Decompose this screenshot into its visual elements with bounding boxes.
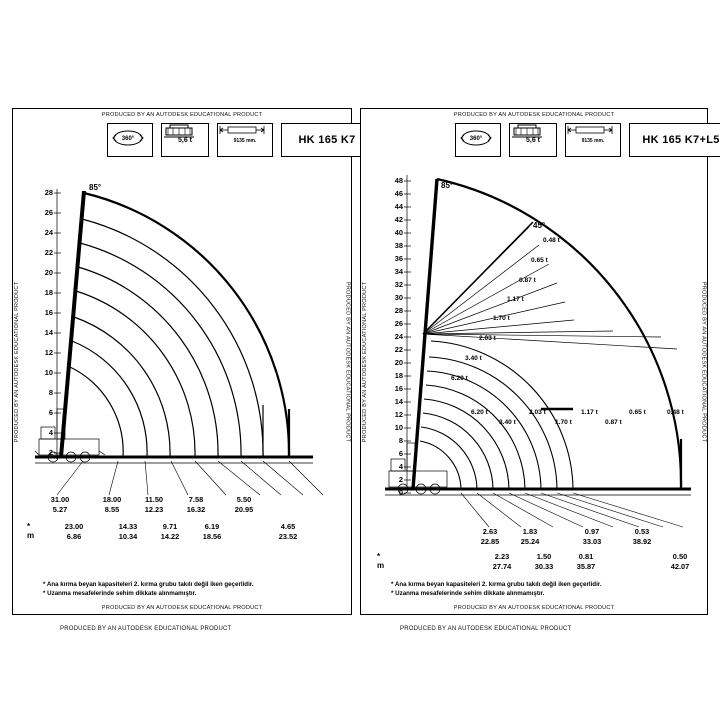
reach-value: 0.50 <box>672 552 688 561</box>
y-axis-ticks <box>404 181 411 493</box>
y-tick: 6 <box>48 408 53 417</box>
jib-capacity-label: 2.03 t <box>479 335 496 342</box>
capacity-arcs <box>420 341 573 489</box>
jib-capacity-label: 6.20 t <box>451 375 468 382</box>
reach-value: 11.50 <box>144 495 164 504</box>
jib-capacity-label: 6.20 t <box>471 409 488 416</box>
y-axis-ticks <box>54 193 61 453</box>
column-values <box>263 522 313 541</box>
y-tick: 46 <box>394 189 403 198</box>
reach-value: 0.97 <box>584 527 600 536</box>
y-tick: 40 <box>394 228 403 237</box>
reach-value: 14.33 <box>118 522 138 531</box>
column-values <box>563 552 609 571</box>
leader-lines <box>461 493 683 527</box>
footnote-line: * Ana kırma beyan kapasiteleri 2. kırma grubu takılı değil iken geçerlidir. <box>43 581 254 588</box>
reach-value: 5.50 <box>236 495 252 504</box>
y-tick: 4 <box>48 428 53 437</box>
jib-capacity-label: 2.03 t <box>529 409 546 416</box>
axis-unit: m <box>27 531 35 541</box>
reach-value: 1.83 <box>522 527 538 536</box>
load-chart-panel-left <box>12 108 356 615</box>
y-tick: 14 <box>394 397 403 406</box>
load-chart-panel-right <box>360 108 720 615</box>
y-tick: 6 <box>398 449 403 458</box>
counterweight-label: 5,6 t <box>177 137 192 144</box>
y-tick: 10 <box>394 423 403 432</box>
watermark-top: PRODUCED BY AN AUTODESK EDUCATIONAL PRODUCT <box>101 112 263 118</box>
capacity-value: 5.27 <box>52 504 68 514</box>
jib-fan-lines <box>423 227 677 349</box>
reach-value: 9.71 <box>162 522 178 531</box>
column-values <box>521 552 567 571</box>
model-label: HK 165 K7 <box>298 134 356 146</box>
jib-capacity-label: 0.65 t <box>531 257 548 264</box>
reach-value: 0.53 <box>634 527 650 536</box>
column-values <box>219 495 269 514</box>
y-tick: 12 <box>394 410 403 419</box>
watermark-left: PRODUCED BY AN AUTODESK EDUCATIONAL PRODUCT <box>14 281 20 442</box>
y-tick: 0 <box>398 488 403 497</box>
boom-angle-label: 85° <box>441 181 454 190</box>
watermark-top: PRODUCED BY AN AUTODESK EDUCATIONAL PRODUCT <box>453 112 615 118</box>
y-tick: 20 <box>44 268 53 277</box>
y-tick: 18 <box>44 288 53 297</box>
reach-value: 2.23 <box>494 552 510 561</box>
y-tick: 30 <box>394 293 403 302</box>
reach-value: 31.00 <box>50 495 70 504</box>
reach-value: 18.00 <box>102 495 122 504</box>
jib-capacity-label: 1.70 t <box>555 419 572 426</box>
capacity-value: 8.55 <box>104 504 120 514</box>
reach-value: 1.50 <box>536 552 552 561</box>
column-values <box>49 522 99 541</box>
column-values <box>507 527 553 546</box>
axis-unit-block <box>377 552 384 570</box>
y-tick: 38 <box>394 241 403 250</box>
capacity-value: 23.52 <box>278 531 298 541</box>
footnote-line: * Uzanma mesafelerinde sehim dikkate alınmamıştır. <box>43 589 197 597</box>
watermark-right: PRODUCED BY AN AUTODESK EDUCATIONAL PRODUCT <box>700 281 706 442</box>
capacity-value: 6.86 <box>66 531 82 541</box>
outer-envelope-arc <box>437 179 681 489</box>
y-tick: 16 <box>44 308 53 317</box>
y-tick: 18 <box>394 371 403 380</box>
footnotes <box>391 581 602 599</box>
watermark-left: PRODUCED BY AN AUTODESK EDUCATIONAL PRODUCT <box>362 281 368 442</box>
capacity-arcs <box>70 193 289 457</box>
y-tick: 26 <box>394 319 403 328</box>
jib-45deg <box>423 222 533 334</box>
jib-capacity-label: 1.70 t <box>493 315 510 322</box>
y-tick: 42 <box>394 215 403 224</box>
jib-capacity-label: 1.17 t <box>507 296 524 303</box>
height-value: 33.03 <box>582 536 602 546</box>
y-tick: 22 <box>394 345 403 354</box>
y-tick: 44 <box>394 202 403 211</box>
height-value: 22.85 <box>480 536 500 546</box>
reach-value: 7.58 <box>188 495 204 504</box>
column-values <box>619 527 665 546</box>
height-value: 38.92 <box>632 536 652 546</box>
jib-capacity-label: 0.48 t <box>667 409 684 416</box>
jib-capacity-label: 0.48 t <box>543 237 560 244</box>
model-label: HK 165 K7+L5 <box>642 134 720 146</box>
axis-unit-block <box>27 522 34 540</box>
y-tick: 12 <box>44 348 53 357</box>
axis-star: * <box>377 552 381 561</box>
y-tick: 24 <box>44 228 53 237</box>
y-tick: 4 <box>398 462 403 471</box>
jib-capacity-label: 0.65 t <box>629 409 646 416</box>
svg-text:360°: 360° <box>121 136 135 142</box>
footnote-line: * Ana kırma beyan kapasiteleri 2. kırma grubu takılı değil iken geçerlidir. <box>391 581 602 588</box>
height-value: 25.24 <box>520 536 540 546</box>
y-tick: 28 <box>394 306 403 315</box>
jib-capacity-label: 3.40 t <box>465 355 482 362</box>
watermark-sheet-bottom-left: PRODUCED BY AN AUTODESK EDUCATIONAL PRODUCT <box>60 626 232 632</box>
jib-capacity-label: 3.40 t <box>499 419 516 426</box>
y-tick: 14 <box>44 328 53 337</box>
y-tick: 28 <box>44 188 53 197</box>
outrigger-span-label: 9135 mm. <box>233 137 257 144</box>
y-tick: 36 <box>394 254 403 263</box>
reach-value: 2.63 <box>482 527 498 536</box>
capacity-value: 16.32 <box>186 504 206 514</box>
footnote-line: * Uzanma mesafelerinde sehim dikkate alınmamıştır. <box>391 589 545 597</box>
capacity-value: 10.34 <box>118 531 138 541</box>
boom-center <box>61 191 84 457</box>
counterweight-label: 5,6 t <box>525 137 540 144</box>
y-tick: 26 <box>44 208 53 217</box>
reach-value: 0.81 <box>578 552 594 561</box>
y-tick: 48 <box>394 176 403 185</box>
y-tick: 20 <box>394 358 403 367</box>
height-value: 35.87 <box>576 561 596 571</box>
axis-star: * <box>27 522 31 531</box>
jib-capacity-label: 0.87 t <box>519 277 536 284</box>
y-tick: 2 <box>48 448 53 457</box>
jib-angle-label: 45° <box>533 221 546 230</box>
column-values <box>569 527 615 546</box>
height-value: 30.33 <box>534 561 554 571</box>
column-values <box>657 552 703 571</box>
y-tick: 8 <box>398 436 403 445</box>
capacity-value: 14.22 <box>160 531 180 541</box>
capacity-value: 12.23 <box>144 504 164 514</box>
capacity-value: 18.56 <box>202 531 222 541</box>
boom-angle-label: 85° <box>89 183 102 192</box>
watermark-bottom: PRODUCED BY AN AUTODESK EDUCATIONAL PRODUCT <box>453 605 615 611</box>
y-tick: 8 <box>48 388 53 397</box>
outrigger-span-label: 9135 mm. <box>581 137 605 144</box>
footnotes <box>43 581 254 599</box>
axis-unit: m <box>377 561 385 571</box>
y-tick: 22 <box>44 248 53 257</box>
capacity-value: 20.95 <box>234 504 254 514</box>
y-tick: 10 <box>44 368 53 377</box>
y-tick: 24 <box>394 332 403 341</box>
watermark-sheet-bottom-right: PRODUCED BY AN AUTODESK EDUCATIONAL PRODUCT <box>400 626 572 632</box>
leader-lines <box>57 461 323 495</box>
watermark-right: PRODUCED BY AN AUTODESK EDUCATIONAL PRODUCT <box>344 281 350 442</box>
reach-value: 6.19 <box>204 522 220 531</box>
y-tick: 34 <box>394 267 403 276</box>
column-values <box>171 495 221 514</box>
svg-text:360°: 360° <box>469 136 483 142</box>
column-values <box>479 552 525 571</box>
y-tick: 2 <box>398 475 403 484</box>
y-tick: 16 <box>394 384 403 393</box>
jib-capacity-label: 1.17 t <box>581 409 598 416</box>
height-value: 42.07 <box>670 561 690 571</box>
column-values <box>187 522 237 541</box>
reach-value: 4.65 <box>280 522 296 531</box>
jib-capacity-label: 0.87 t <box>605 419 622 426</box>
column-values <box>35 495 85 514</box>
watermark-bottom: PRODUCED BY AN AUTODESK EDUCATIONAL PRODUCT <box>101 605 263 611</box>
reach-value: 23.00 <box>64 522 84 531</box>
height-value: 27.74 <box>492 561 512 571</box>
y-tick: 32 <box>394 280 403 289</box>
